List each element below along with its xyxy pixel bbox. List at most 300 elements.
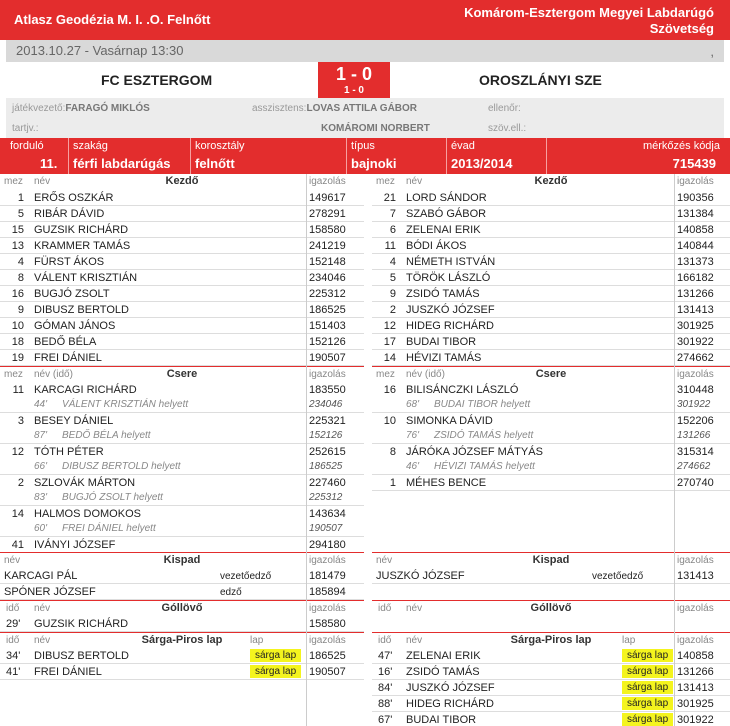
bench-role: edző [220,587,242,598]
license-number: 190356 [677,192,714,204]
section-title: Góllövő [161,602,203,614]
replaced-player: HÉVIZI TAMÁS helyett [434,461,535,472]
col-card-header: lap [250,635,264,646]
section-header [372,632,730,648]
license-number: 143634 [309,508,346,520]
final-score: 1 - 0 [335,64,373,84]
col-name-header: név [406,603,423,614]
player-row [0,537,364,553]
player-name[interactable]: GUZSIK RICHÁRD [34,224,129,236]
shirt-number: 18 [11,336,24,348]
license-number: 227460 [309,477,346,489]
away-team-sheet [372,174,730,726]
player-name[interactable]: IVÁNYI JÓZSEF [34,539,116,551]
officials-panel [6,98,724,138]
type-value: bajnoki [351,156,397,171]
license-number: 152148 [309,256,346,268]
license-number: 183550 [309,384,346,396]
reserve-ref-label: tartjv.: [12,123,39,134]
card-player-name[interactable]: DIBUSZ BERTOLD [34,650,129,662]
player-name[interactable]: GÓMAN JÁNOS [34,320,116,332]
shirt-number: 16 [11,288,24,300]
license-number: 315314 [677,446,714,458]
yellow-card-badge: sárga lap [622,665,673,678]
player-name[interactable]: RIBÁR DÁVID [34,208,105,220]
col-name-header: név [34,603,51,614]
license-number: 301922 [677,714,714,726]
replaced-player: BUGJÓ ZSOLT helyett [62,492,163,503]
license-number: 131266 [677,288,714,300]
section-title: Csere [535,368,567,380]
card-row [372,680,730,696]
player-row [0,270,364,286]
match-code-cell [546,138,730,174]
section-header [372,552,730,568]
col-license-header: igazolás [309,603,346,614]
player-row [372,334,730,350]
card-row [372,712,730,726]
shirt-number: 21 [383,192,396,204]
replaced-license: 190507 [309,523,343,534]
replaced-license: 301922 [677,399,711,410]
player-name[interactable]: BESEY DÁNIEL [34,415,114,427]
shirt-number: 15 [11,224,24,236]
player-row [0,334,364,350]
yellow-card-badge: sárga lap [622,713,673,726]
round-cell [0,138,68,174]
bench-name[interactable]: SPÓNER JÓZSEF [4,586,96,598]
shirt-number: 11 [12,384,24,396]
type-label: típus [351,140,375,152]
license-number: 225321 [309,415,346,427]
card-minute: 16' [378,666,393,678]
player-row [372,254,730,270]
col-number-header: mez [376,176,395,187]
license-number: 140858 [677,650,714,662]
license-number: 274662 [677,352,714,364]
player-name[interactable]: FREI DÁNIEL [34,352,102,364]
card-minute: 88' [378,698,393,710]
col-name-header: név [34,176,51,187]
assistant [252,103,417,114]
col-time-header: idő [6,635,20,646]
bench-row [0,584,364,600]
player-name[interactable]: KARCAGI RICHÁRD [34,384,137,396]
section-title: Kispad [532,554,570,566]
player-row [0,286,364,302]
bench-spacer [372,584,730,600]
card-row [0,664,364,680]
player-name[interactable]: MÉHES BENCE [406,477,487,489]
score-box [318,62,390,98]
license-number: 131384 [677,208,714,220]
col-license-header: igazolás [677,603,714,614]
shirt-number: 16 [383,384,396,396]
shirt-number: 8 [389,446,396,458]
age-cell [190,138,346,174]
association-line1: Komárom-Esztergom Megyei Labdarúgó [464,5,714,20]
season-cell [446,138,546,174]
section-title: Csere [166,368,198,380]
player-name[interactable]: BÓDI ÁKOS [406,240,467,252]
player-name[interactable]: BEDŐ BÉLA [34,336,97,348]
card-player-name[interactable]: ZSIDÓ TAMÁS [406,666,480,678]
shirt-number: 1 [17,192,24,204]
card-row [372,648,730,664]
license-number: 158580 [309,224,346,236]
player-name[interactable]: HALMOS DOMOKOS [34,508,141,520]
player-name[interactable]: JUSZKÓ JÓZSEF [406,304,495,316]
col-license-header: igazolás [309,369,346,380]
license-number: 310448 [677,384,714,396]
referee [12,103,150,114]
header-bar [0,0,730,40]
date-bar [6,40,724,62]
card-player-name[interactable]: FREI DÁNIEL [34,666,102,678]
col-time-header: idő [378,603,392,614]
player-name[interactable]: SZLOVÁK MÁRTON [34,477,136,489]
col-card-header: lap [622,635,636,646]
player-row [0,190,364,206]
assistant1-name: LOVAS ATTILA GÁBOR [306,103,418,114]
license-number: 140844 [677,240,714,252]
col-license-header: igazolás [309,176,346,187]
round-label: forduló [10,140,44,152]
sub-minute: 83' [34,492,48,503]
section-header [0,600,364,616]
player-name[interactable]: TÖRÖK LÁSZLÓ [406,272,491,284]
player-row [0,222,364,238]
shirt-number: 5 [389,272,396,284]
license-number: 294180 [309,539,346,551]
license-number: 131413 [677,570,714,582]
shirt-number: 10 [11,320,24,332]
section-title: Sárga-Piros lap [510,634,592,646]
bottom-sections [0,552,364,680]
player-row [372,302,730,318]
replaced-player: FREI DÁNIEL helyett [62,523,156,534]
player-row [372,238,730,254]
col-name-header: név [376,555,393,566]
shirt-number: 11 [384,240,396,252]
goal-minute: 29' [6,618,21,630]
player-name[interactable]: TÓTH PÉTER [34,446,104,458]
shirt-number: 3 [17,415,24,427]
association-name [464,5,714,37]
section-title: Góllövő [530,602,572,614]
substitution-row [372,413,730,444]
col-license-header: igazolás [677,555,714,566]
competition-title: Atlasz Geodézia M. I. .O. Felnőtt [14,12,211,27]
col-time-header: idő [6,603,20,614]
section-title: Kispad [163,554,201,566]
col-name-header: név (idő) [34,369,73,380]
replaced-player: ZSIDÓ TAMÁS helyett [434,430,534,441]
player-name[interactable]: ERŐS OSZKÁR [34,192,114,204]
license-number: 190507 [309,666,346,678]
assistant2-name: KOMÁROMI NORBERT [321,123,430,134]
replaced-player: VÁLENT KRISZTIÁN helyett [62,399,189,410]
type-cell [346,138,446,174]
replaced-license: 152126 [309,430,343,441]
substitution-row [372,444,730,475]
license-number: 166182 [677,272,714,284]
player-name[interactable]: BUDAI TIBOR [406,336,477,348]
shirt-number: 12 [11,446,24,458]
shirt-number: 12 [383,320,396,332]
sub-minute: 60' [34,523,48,534]
license-number: 234046 [309,272,346,284]
substitution-row [372,382,730,413]
section-header [372,174,730,190]
discipline-cell [68,138,190,174]
shirt-number: 14 [383,352,396,364]
bench-row [372,568,730,584]
player-name[interactable]: HÉVIZI TAMÁS [406,352,482,364]
yellow-card-badge: sárga lap [622,649,673,662]
section-header [0,552,364,568]
shirt-number: 9 [17,304,24,316]
shirt-number: 19 [11,352,24,364]
license-number: 151403 [309,320,346,332]
halftime-score: 1 - 0 [343,85,364,96]
col-number-header: mez [376,369,395,380]
player-name[interactable]: BILISÁNCZKI LÁSZLÓ [406,384,519,396]
col-name-header: név [406,635,423,646]
card-minute: 47' [378,650,393,662]
substitution-row [0,382,364,413]
section-title: Kezdő [534,175,568,187]
player-row [0,254,364,270]
card-row [372,664,730,680]
player-row [372,190,730,206]
assistant2 [321,123,430,134]
license-number: 131373 [677,256,714,268]
discipline-value: férfi labdarúgás [73,156,171,171]
scorer-name[interactable]: GUZSIK RICHÁRD [34,618,129,630]
sub-minute: 46' [406,461,420,472]
substitution-row [0,413,364,444]
substitution-row [0,506,364,537]
shirt-number: 14 [11,508,24,520]
col-name-header: név [4,555,21,566]
license-number: 149617 [309,192,346,204]
player-row [372,270,730,286]
col-number-header: mez [4,369,23,380]
player-name[interactable]: ZELENAI ERIK [406,224,481,236]
shirt-number: 41 [11,539,24,551]
card-player-name[interactable]: HIDEG RICHÁRD [406,698,495,710]
away-team[interactable]: OROSZLÁNYI SZE [479,72,602,88]
player-name[interactable]: HIDEG RICHÁRD [406,320,495,332]
assistant-label: asszisztens: [252,103,307,114]
col-license-header: igazolás [677,369,714,380]
assoc-inspector-label: szöv.ell.: [488,123,527,134]
match-date: 2013.10.27 - Vasárnap 13:30 [16,43,184,58]
player-name[interactable]: DIBUSZ BERTOLD [34,304,129,316]
card-minute: 34' [6,650,21,662]
player-row [372,222,730,238]
player-row [0,350,364,366]
yellow-card-badge: sárga lap [250,649,301,662]
shirt-number: 10 [383,415,396,427]
license-number: 301925 [677,698,714,710]
player-name[interactable]: BUGJÓ ZSOLT [34,288,110,300]
association-line2: Szövetség [649,21,714,36]
license-number: 252615 [309,446,346,458]
col-name-header: név [34,635,51,646]
yellow-card-badge: sárga lap [250,665,301,678]
yellow-card-badge: sárga lap [622,697,673,710]
teams-row [0,62,730,98]
license-number: 301925 [677,320,714,332]
card-player-name[interactable]: JUSZKÓ JÓZSEF [406,682,495,694]
yellow-card-badge: sárga lap [622,681,673,694]
section-header [0,174,364,190]
license-number: 152206 [677,415,714,427]
column-divider [674,174,675,726]
replaced-player: BEDŐ BÉLA helyett [62,430,151,441]
referee-label: játékvezető: [12,103,66,114]
shirt-number: 17 [383,336,396,348]
license-number: 131413 [677,682,714,694]
shirt-number: 6 [389,224,396,236]
sub-minute: 66' [34,461,48,472]
shirt-number: 2 [17,477,24,489]
home-team[interactable]: FC ESZTERGOM [101,72,213,88]
replaced-license: 225312 [309,492,343,503]
license-number: 186525 [309,304,346,316]
bench-role: vezetőedző [592,571,644,582]
replaced-license: 131266 [677,430,711,441]
player-row [0,302,364,318]
player-name[interactable]: SZABÓ GÁBOR [406,208,487,220]
bench-row [0,568,364,584]
card-player-name[interactable]: ZELENAI ERIK [406,650,481,662]
player-row [0,318,364,334]
card-row [0,648,364,664]
player-row [372,206,730,222]
replaced-license: 186525 [309,461,343,472]
replaced-player: BUDAI TIBOR helyett [434,399,531,410]
section-header [0,632,364,648]
col-license-header: igazolás [309,635,346,646]
shirt-number: 7 [389,208,396,220]
license-number: 186525 [309,650,346,662]
license-number: 190507 [309,352,346,364]
license-number: 152126 [309,336,346,348]
substitution-row [0,475,364,506]
substitution-row [0,444,364,475]
license-number: 301922 [677,336,714,348]
shirt-number: 2 [389,304,396,316]
license-number: 181479 [309,570,346,582]
player-name[interactable]: ZSIDÓ TAMÁS [406,288,480,300]
player-name[interactable]: KRAMMER TAMÁS [34,240,131,252]
replaced-player: DIBUSZ BERTOLD helyett [62,461,181,472]
col-name-header: név [406,176,423,187]
card-row [372,696,730,712]
replaced-license: 274662 [677,461,711,472]
license-number: 140858 [677,224,714,236]
section-header [372,366,730,382]
player-name[interactable]: FÜRST ÁKOS [34,256,105,268]
col-license-header: igazolás [677,176,714,187]
card-minute: 41' [6,666,21,678]
sub-minute: 87' [34,430,48,441]
shirt-number: 4 [17,256,24,268]
referee-name: FARAGÓ MIKLÓS [65,103,150,114]
inspector-label: ellenőr: [488,103,521,114]
player-name[interactable]: LORD SÁNDOR [406,192,487,204]
section-title: Kezdő [165,175,199,187]
bench-name[interactable]: KARCAGI PÁL [4,570,78,582]
sub-minute: 68' [406,399,420,410]
shirt-number: 13 [11,240,24,252]
bench-role: vezetőedző [220,571,272,582]
player-row [372,350,730,366]
age-value: felnőtt [195,156,235,171]
license-number: 225312 [309,288,346,300]
shirt-number: 1 [389,477,396,489]
player-row [0,206,364,222]
replaced-license: 234046 [309,399,343,410]
player-row [372,286,730,302]
season-value: 2013/2014 [451,156,513,171]
discipline-label: szakág [73,140,108,152]
col-license-header: igazolás [309,555,346,566]
player-row [0,238,364,254]
age-label: korosztály [195,140,245,152]
match-code-label: mérkőzés kódja [642,140,720,152]
license-number: 131266 [677,666,714,678]
player-name[interactable]: NÉMETH ISTVÁN [406,256,496,268]
venue-text: , [710,44,714,59]
match-code-value: 715439 [672,156,716,171]
player-row [372,475,730,491]
player-name[interactable]: JÁRÓKA JÓZSEF MÁTYÁS [406,446,543,458]
player-name[interactable]: VÁLENT KRISZTIÁN [34,272,138,284]
col-name-header: név (idő) [406,369,445,380]
license-number: 278291 [309,208,346,220]
goal-spacer [372,616,730,632]
license-number: 131413 [677,304,714,316]
shirt-number: 8 [17,272,24,284]
license-number: 158580 [309,618,346,630]
section-title: Sárga-Piros lap [141,634,223,646]
shirt-number: 9 [389,288,396,300]
player-name[interactable]: SIMONKA DÁVID [406,415,493,427]
section-header [0,366,364,382]
bench-name[interactable]: JUSZKÓ JÓZSEF [376,570,465,582]
col-number-header: mez [4,176,23,187]
shirt-number: 4 [389,256,396,268]
card-player-name[interactable]: BUDAI TIBOR [406,714,477,726]
goal-row [0,616,364,632]
bottom-sections [372,552,730,726]
col-license-header: igazolás [677,635,714,646]
card-minute: 67' [378,714,393,726]
section-header [372,600,730,616]
player-row [372,318,730,334]
sub-minute: 44' [34,399,48,410]
license-number: 270740 [677,477,714,489]
card-minute: 84' [378,682,393,694]
column-divider [306,174,307,726]
match-info-bar [0,138,730,174]
license-number: 185894 [309,586,346,598]
sub-minute: 76' [406,430,420,441]
